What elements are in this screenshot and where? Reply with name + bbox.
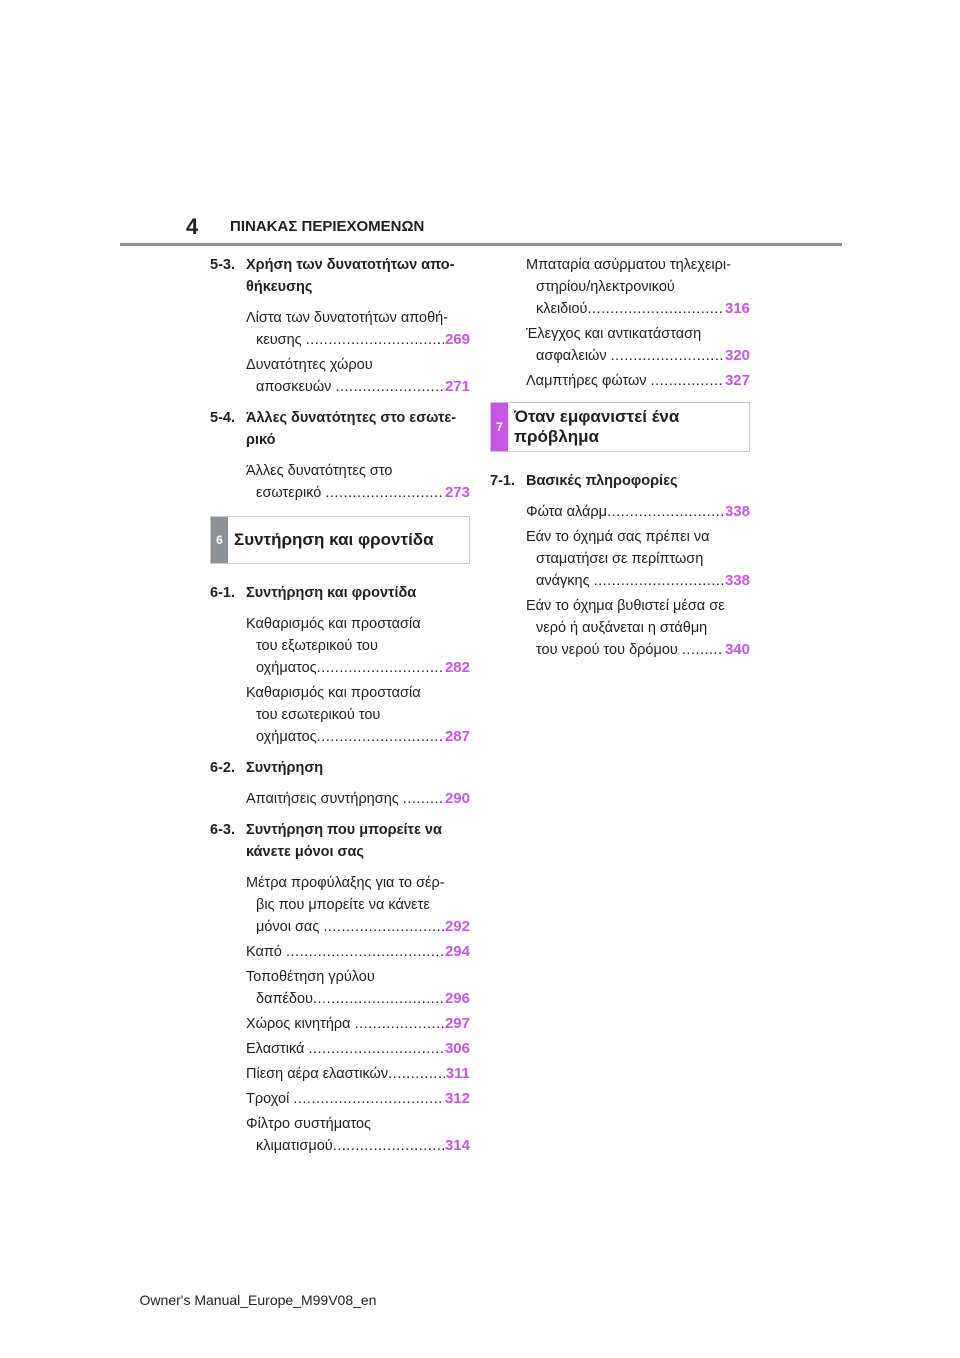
page-link[interactable]: 312 bbox=[444, 1090, 470, 1107]
page-link[interactable]: 320 bbox=[724, 347, 750, 364]
toc-entry[interactable]: Εάν το όχημά σας πρέπει να σταματήσει σε περίπτωση ανάγκης ..... 338 bbox=[526, 526, 750, 592]
page-link[interactable]: 327 bbox=[724, 372, 750, 389]
section-5-4: 5-4. Άλλες δυνατότητες στο εσωτε- ρικό bbox=[210, 410, 457, 448]
page-link[interactable]: 338 bbox=[724, 572, 750, 589]
page-link[interactable]: 273 bbox=[444, 484, 470, 501]
section-6-2: 6-2. Συντήρηση bbox=[210, 760, 324, 776]
section-title: Συντήρηση και φροντίδα bbox=[246, 585, 417, 601]
section-title: Συντήρηση bbox=[246, 760, 324, 776]
toc-entry[interactable]: Έλεγχος και αντικατάσταση ασφαλειών ..... 320 bbox=[526, 323, 750, 367]
page-link[interactable]: 314 bbox=[444, 1137, 470, 1154]
chapter-6-box[interactable] bbox=[210, 516, 470, 564]
toc-entry[interactable]: Λίστα των δυνατοτήτων αποθή- κευσης ..... 269 bbox=[246, 307, 470, 351]
section-5-3 bbox=[210, 254, 470, 298]
toc-entry[interactable]: Καπό ..... 294 bbox=[246, 941, 470, 963]
section-title: Χρήση των δυνατοτήτων απο- θήκευσης bbox=[246, 257, 455, 295]
chapter-7-box[interactable] bbox=[490, 402, 750, 452]
running-header: ΠΙΝΑΚΑΣ ΠΕΡΙΕΧΟΜΕΝΩΝ bbox=[230, 218, 425, 235]
section-6-3: 6-3. Συντήρηση που μπορείτε να κάνετε μόνοι σας bbox=[210, 822, 442, 860]
section-title: Άλλες δυνατότητες στο εσωτε- ρικό bbox=[246, 410, 457, 448]
toc-entry[interactable]: Φώτα αλάρμ ..... 338 bbox=[526, 501, 750, 523]
toc-entry[interactable]: Λαμπτήρες φώτων ..... 327 bbox=[526, 370, 750, 392]
toc-entry[interactable]: Άλλες δυνατότητες στο εσωτερικό ..... 273 bbox=[246, 460, 470, 504]
toc-entry[interactable]: Ελαστικά ..... 306 bbox=[246, 1038, 470, 1060]
toc-entry[interactable]: Τροχοί ..... 312 bbox=[246, 1088, 470, 1110]
toc-right-column bbox=[490, 254, 750, 661]
page-number: 4 bbox=[186, 214, 199, 239]
page-link[interactable]: 282 bbox=[444, 659, 470, 676]
page-link[interactable]: 340 bbox=[724, 641, 750, 658]
chapter-title: Όταν εμφανιστεί ένα πρόβλημα bbox=[514, 407, 680, 446]
page-link[interactable]: 287 bbox=[444, 728, 470, 745]
toc-entry[interactable]: Καθαρισμός και προστασία του εσωτερικού του οχήματος ..... 287 bbox=[246, 682, 470, 748]
header-rule bbox=[120, 243, 842, 246]
toc-entry[interactable]: Φίλτρο συστήματος κλιματισμού ..... 314 bbox=[246, 1113, 470, 1157]
page-link[interactable]: 294 bbox=[444, 943, 470, 960]
toc-entry[interactable]: Απαιτήσεις συντήρησης ..... 290 bbox=[246, 788, 470, 810]
section-title: Συντήρηση που μπορείτε να κάνετε μόνοι σας bbox=[246, 822, 442, 860]
page-link[interactable]: 290 bbox=[444, 790, 470, 807]
toc-entry[interactable]: Καθαρισμός και προστασία του εξωτερικού του οχήματος ..... 282 bbox=[246, 613, 470, 679]
toc-entry[interactable]: Μπαταρία ασύρματου τηλεχειρι- στηρίου/ηλεκτρονικού κλειδιού ..... 316 bbox=[526, 254, 750, 320]
page-link[interactable]: 269 bbox=[444, 331, 470, 348]
page-link[interactable]: 311 bbox=[445, 1065, 470, 1082]
page-link[interactable]: 292 bbox=[444, 918, 470, 935]
page-link[interactable]: 296 bbox=[444, 990, 470, 1007]
chapter-title: Συντήρηση και φροντίδα bbox=[234, 530, 434, 549]
chapter-tab: 6 bbox=[211, 517, 228, 563]
toc-entry[interactable]: Χώρος κινητήρα ..... 297 bbox=[246, 1013, 470, 1035]
toc-entry[interactable]: Δυνατότητες χώρου αποσκευών ..... 271 bbox=[246, 354, 470, 398]
footer bbox=[0, 1292, 960, 1308]
page-link[interactable]: 271 bbox=[444, 378, 470, 395]
page-link[interactable]: 316 bbox=[724, 300, 750, 317]
toc-entry[interactable]: Τοποθέτηση γρύλου δαπέδου ..... 296 bbox=[246, 966, 470, 1010]
toc-entry[interactable]: Πίεση αέρα ελαστικών ..... 311 bbox=[246, 1063, 470, 1085]
toc-left-column bbox=[210, 254, 470, 1157]
toc-entry[interactable]: Εάν το όχημα βυθιστεί μέσα σε νερό ή αυξάνεται η στάθμη του νερού του δρόμου ..... 340 bbox=[526, 595, 750, 661]
footer-text: Owner's Manual_Europe_M99V08_en bbox=[139, 1292, 377, 1308]
section-6-1: 6-1. Συντήρηση και φροντίδα bbox=[210, 585, 417, 601]
toc-entry[interactable]: Μέτρα προφύλαξης για το σέρ- βις που μπορείτε να κάνετε μόνοι σας ..... 292 bbox=[246, 872, 470, 938]
chapter-tab: 7 bbox=[491, 403, 508, 451]
section-7-1: 7-1. Βασικές πληροφορίες bbox=[490, 473, 678, 489]
page-link[interactable]: 306 bbox=[444, 1040, 470, 1057]
section-title: Βασικές πληροφορίες bbox=[526, 473, 678, 489]
section-number: 5-3. bbox=[210, 257, 235, 273]
page-link[interactable]: 338 bbox=[724, 503, 750, 520]
page-link[interactable]: 297 bbox=[444, 1015, 470, 1032]
